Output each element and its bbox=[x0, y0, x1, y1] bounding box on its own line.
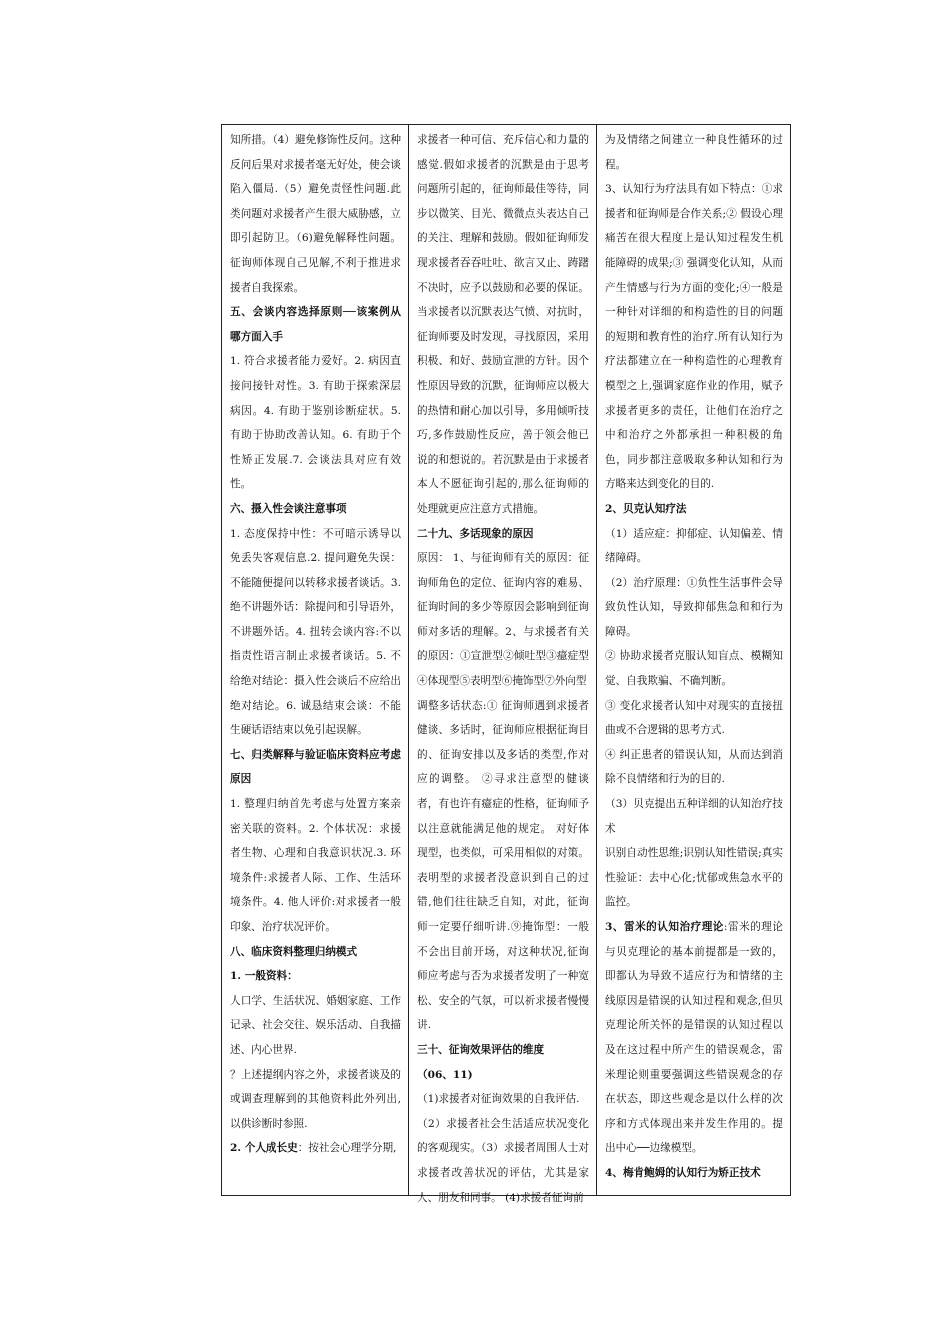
paragraph: 1. 态度保持中性：不可暗示诱导以免丢失客观信息.2. 提问避免失误：不能随便提问以转移求援者谈话。3. 绝不讲题外话：除提问和引导语外，不讲题外话。4. 扭转会谈内容:不以指责性语言制止求援者谈话。5. 不给绝对结论：摄入性会谈后不应给出绝对结论。6. 诚恳结束会谈：不能生硬话语结束以免引起误解。 bbox=[230, 527, 401, 737]
paragraph: 2. 个人成长史：按社会心理学分期, bbox=[230, 1142, 397, 1155]
section-heading: 1. 一般资料： bbox=[230, 970, 298, 983]
paragraph: ③ 变化求援者认知中对现实的直接扭曲或不合逻辑的思考方式. bbox=[605, 699, 783, 737]
paragraph: 1. 符合求援者能力爱好。2. 病因直接问接针对性。3. 有助于探索深层病因。4. 有助于鉴别诊断症状。5. 有助于协助改善认知。6. 有助于个性矫正发展.7. 会谈法具对应有效性。 bbox=[230, 355, 401, 491]
paragraph: （1）适应症：抑郁症、认知偏差、情绪障碍。 bbox=[605, 527, 783, 565]
paragraph: 识别自动性思维;识别认知性错误;真实性验证：去中心化;忧郁或焦急水平的监控。 bbox=[605, 847, 783, 909]
section-heading: 七、归类解释与验证临床资料应考虑原因 bbox=[230, 748, 401, 786]
paragraph: 求援者一种可信、充斥信心和力量的感觉.假如求援者的沉默是由于思考问题所引起的，征询师最佳等待，同步以微笑、目光、微微点头表达自己的关注、理解和鼓励。假如征询师发现求援者吞吞吐吐、欲言又止、踌躇不决时，应予以鼓励和必要的保证。当求援者以沉默表达气愤、对抗时，征询师要及时发现，寻找原因，采用积极、和好、鼓励宣泄的方针。因个性原因导致的沉默，征询师应以极大的热情和耐心加以引导，多用倾听技巧,多作鼓励性反应，善于领会他已说的和想说的。若沉默是由于求援者本人不愿征询引起的,那么征询师的处理就更应注意方式措施。 bbox=[417, 134, 589, 515]
paragraph: （1)求援者对征询效果的自我评估. bbox=[417, 1093, 580, 1106]
paragraph: （2）求援者社会生活适应状况变化的客观现实。（3）求援者周围人士对求援者改善状况的评估，尤其是家人、朋友和同事。 (4)求援者征询前 bbox=[417, 1117, 589, 1204]
section-heading: 五、会谈内容选择原则──该案例从哪方面入手 bbox=[230, 306, 401, 343]
paragraph: 原因： 1、与征询师有关的原因：征询师角色的定位、征询内容的难易、征询时间的多少等原因会影响到征询师对多话的理解。2、与求援者有关的原因：①宣泄型②倾吐型③癔症型④体现型⑤表明型⑥掩饰型⑦外向型 bbox=[417, 552, 589, 688]
section-heading: （06、11) bbox=[417, 1068, 473, 1081]
paragraph: （2）治疗原理：①负性生活事件会导致负性认知，导致抑郁焦急和和行为障碍。 bbox=[605, 576, 783, 638]
paragraph: 3、雷米的认知治疗理论:雷米的理论与贝克理论的基本前提都是一致的，即都认为导致不适应行为和情绪的主线原因是错误的认知过程和观念,但贝克理论所关怀的是错误的认知过程以及在这过程中所产生的错误观念，雷米理论则重要强调这些错误观念的存在状态，即这些观念是以什么样的次序和方式体现出来并发生作用的。提出中心──边缘模型。 bbox=[605, 921, 783, 1155]
paragraph: ② 协助求援者克服认知盲点、模糊知觉、自我欺骗、不确判断。 bbox=[605, 650, 783, 688]
section-heading: 八、临床资料整理归纳模式 bbox=[230, 945, 358, 958]
section-heading: 2、贝克认知疗法 bbox=[605, 502, 687, 515]
table-column-2 bbox=[409, 125, 597, 1204]
paragraph: 3、认知行为疗法具有如下特点：①求援者和征询师是合作关系;② 假设心理痛苦在很大程度上是认知过程发生机能障碍的成果;③ 强调变化认知，从而产生情感与行为方面的变化;④一般是一种针对详细的和构造性的目的问题的短期和教育性的治疗.所有认知行为疗法都建立在一种构造性的心理教育模型之上,强调家庭作业的作用，赋予求援者更多的责任，让他们在治疗之中和治疗之外都承担一种积极的角色，同步都注意吸取多种认知和行为方略来达到变化的目的. bbox=[605, 183, 783, 491]
section-heading: 4、梅肯鲍姆的认知行为矫正技术 bbox=[605, 1166, 761, 1179]
paragraph: 1. 整理归纳首先考虑与处置方案亲密关联的资料。2. 个体状况：求援者生物、心理和自我意识状况.3. 环境条件:求援者人际、工作、生活环境条件。4. 他人评价:对求援者一般印象、治疗状况评价。 bbox=[230, 798, 401, 933]
document-table bbox=[221, 124, 791, 1204]
table-column-3 bbox=[597, 125, 790, 1195]
table-column-1 bbox=[222, 125, 409, 1195]
paragraph: 知所措。（4）避免修饰性反问。这种反问后果对求援者毫无好处，使会谈陷入僵局.（5）避免责怪性问题.此类问题对求援者产生很大威胁感，立即引起防卫。（6)避免解释性问题。征询师体现自己见解,不利于推进求援者自我探索。 bbox=[230, 134, 401, 294]
paragraph: 调整多话状态:① 征询师遇到求援者健谈、多话时，征询师应根据征询目的、征询安排以及多话的类型,作对应的调整。 ②寻求注意型的健谈者，有也许有癔症的性格，征询师予以注意就能满足他的规定。 对好体现型，也类似，可采用相似的对策。 表明型的求援者没意识到自己的过错,他们往往缺乏自知，对此，征询师一定要仔细听讲.⑨掩饰型：一般不会出目前开场，对这种状况,征询师应考虑与否为求援者发明了一种宽松、安全的气氛，可以祈求援者慢慢讲. bbox=[417, 699, 589, 1032]
paragraph: （3）贝克提出五种详细的认知治疗技术 bbox=[605, 798, 783, 835]
section-heading: 三十、征询效果评估的维度 bbox=[417, 1043, 545, 1056]
paragraph: 人口学、生活状况、婚姻家庭、工作记录、社会交往、娱乐活动、自我描述、内心世界. bbox=[230, 994, 401, 1056]
section-heading: 六、摄入性会谈注意事项 bbox=[230, 502, 347, 515]
paragraph: 为及情绪之间建立一种良性循环的过程。 bbox=[605, 134, 783, 171]
inline-heading: 3、雷米的认知治疗理论 bbox=[605, 921, 724, 933]
inline-heading: 2. 个人成长史 bbox=[230, 1142, 298, 1155]
section-heading: 二十九、多话现象的原因 bbox=[417, 527, 534, 540]
paragraph: ？上述提纲内容之外，求援者谈及的或调查理解到的其他资料此外列出,以供诊断时参照. bbox=[230, 1068, 401, 1130]
paragraph: ④ 纠正患者的错误认知，从而达到消除不良情绪和行为的目的. bbox=[605, 748, 783, 786]
